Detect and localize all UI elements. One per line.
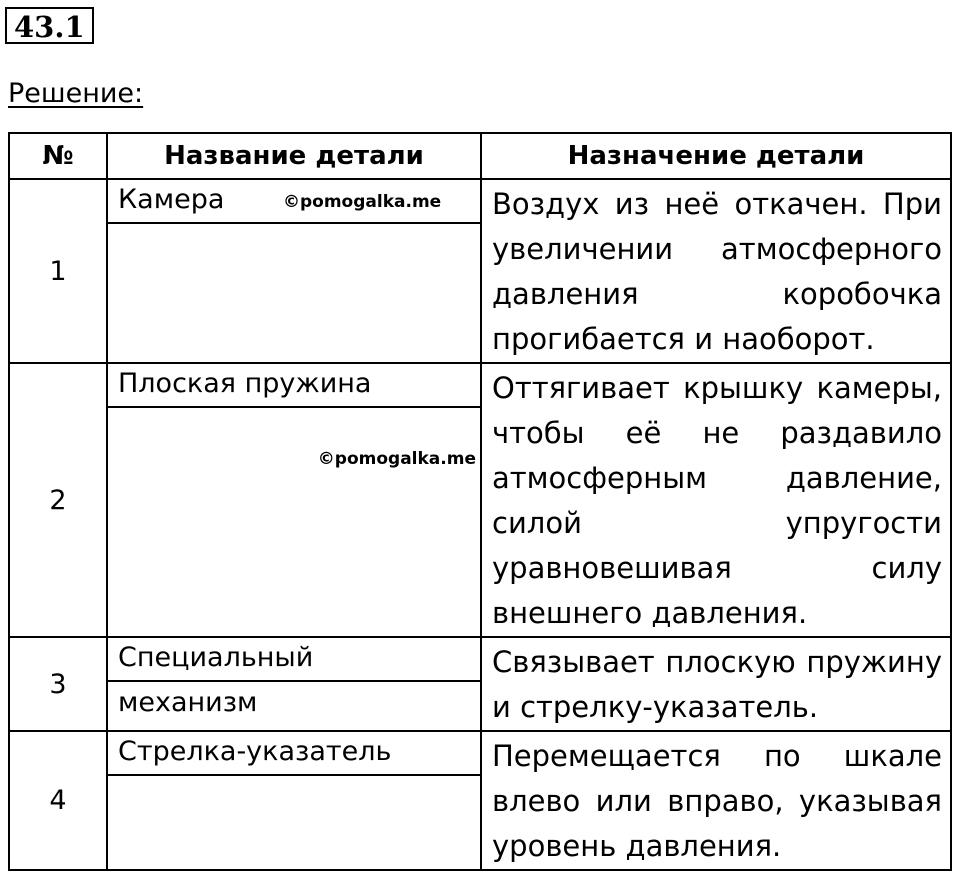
part-name: Специальный xyxy=(118,642,314,673)
table-header-row xyxy=(9,133,951,179)
watermark-text: ©pomogalka.me xyxy=(283,192,442,212)
header-part-name: Название детали xyxy=(107,133,481,179)
purpose-line: Воздух из неё откачен. При xyxy=(492,187,942,221)
table-row xyxy=(9,363,951,637)
header-part-purpose: Назначение детали xyxy=(481,133,951,179)
task-number: 43.1 xyxy=(5,7,94,44)
part-purpose-cell xyxy=(481,637,951,731)
purpose-line: Оттягивает крышку камеры, xyxy=(492,371,942,405)
part-name-top xyxy=(108,732,480,776)
purpose-line: уравновешивая силу xyxy=(492,551,942,585)
purpose-line: внешнего давления. xyxy=(492,596,808,630)
purpose-line: атмосферным давление, xyxy=(492,461,942,495)
part-name-cell xyxy=(107,179,481,363)
part-name: Плоская пружина xyxy=(118,368,372,399)
part-name-cell xyxy=(107,637,481,731)
solution-label: Решение: xyxy=(8,78,144,109)
purpose-line: прогибается и наоборот. xyxy=(492,322,875,356)
part-purpose-cell xyxy=(481,179,951,363)
purpose-line: увеличении атмосферного xyxy=(492,232,942,266)
part-purpose-cell xyxy=(481,363,951,637)
row-number: 3 xyxy=(9,637,107,731)
watermark-text: ©pomogalka.me xyxy=(317,449,476,469)
row-number: 4 xyxy=(9,731,107,870)
purpose-line: и стрелку-указатель. xyxy=(492,690,819,724)
row-number: 2 xyxy=(9,363,107,637)
purpose-line: давления коробочка xyxy=(492,277,942,311)
part-name-bottom: механизм xyxy=(118,687,258,718)
part-name-cell xyxy=(107,731,481,870)
part-name-cell xyxy=(107,363,481,637)
header-number: № xyxy=(9,133,107,179)
part-name: Стрелка-указатель xyxy=(118,736,392,767)
table-row xyxy=(9,731,951,870)
part-name: Камера xyxy=(118,184,225,215)
purpose-line: Перемещается по шкале xyxy=(492,739,942,773)
table-row xyxy=(9,179,951,363)
part-name-top xyxy=(108,638,480,682)
purpose-line: чтобы её не раздавило xyxy=(492,416,942,450)
purpose-line: силой упругости xyxy=(492,506,942,540)
part-name-top xyxy=(108,364,480,408)
part-name-top xyxy=(108,180,480,224)
table-row xyxy=(9,637,951,731)
purpose-line: влево или вправо, указывая xyxy=(492,784,942,818)
part-purpose-cell xyxy=(481,731,951,870)
parts-table xyxy=(8,132,952,871)
purpose-line: Связывает плоскую пружину xyxy=(492,645,942,679)
row-number: 1 xyxy=(9,179,107,363)
purpose-line: уровень давления. xyxy=(492,829,782,863)
